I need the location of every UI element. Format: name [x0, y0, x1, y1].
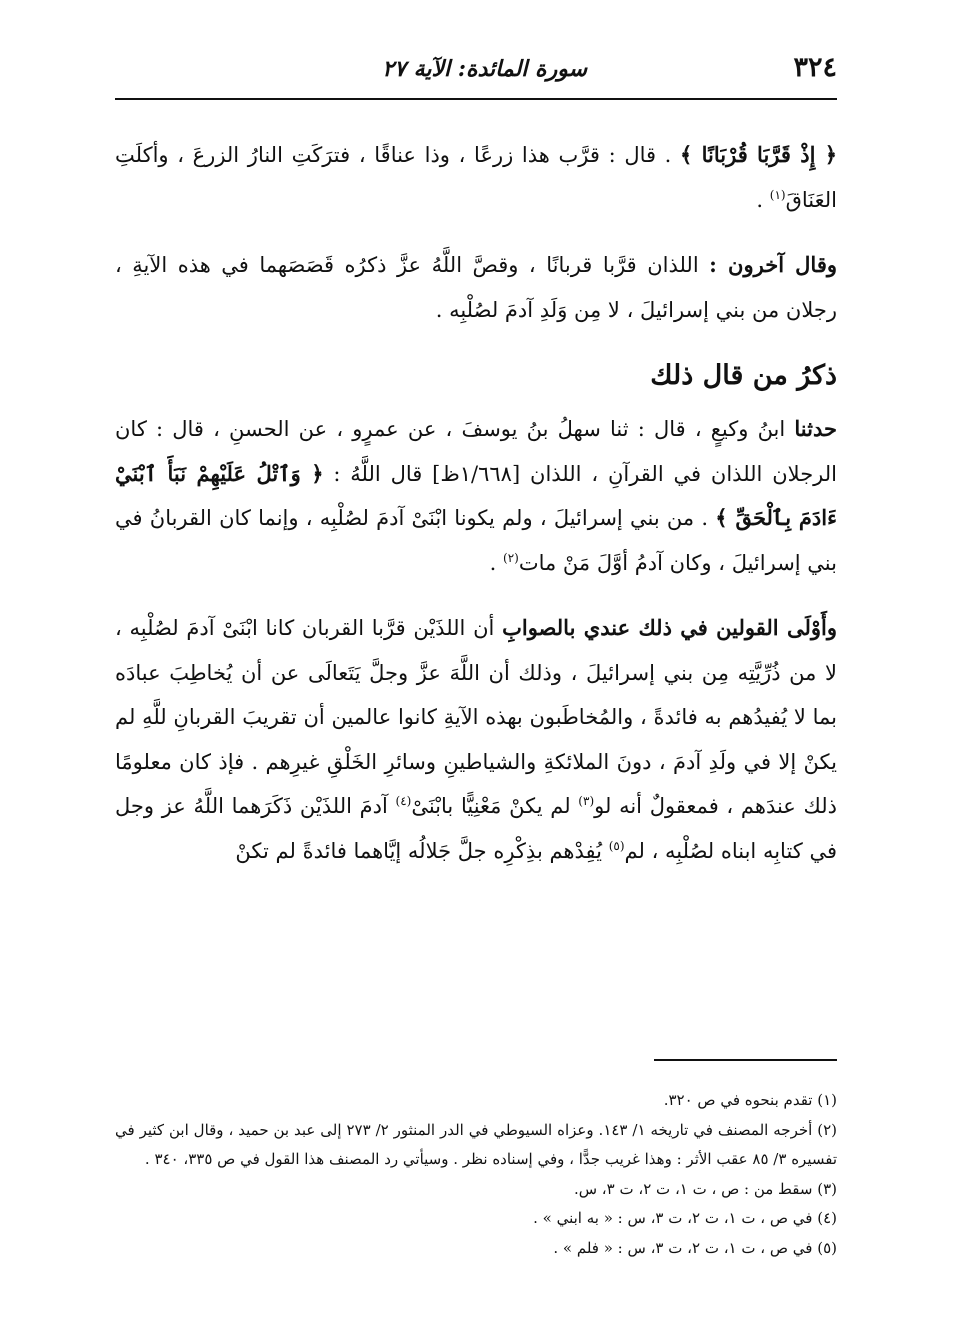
hadith-tail: . — [489, 550, 503, 575]
footnote-4: (٤) في ص ، ت ١، ت ٢، ت ٣، س : « به ابني » . — [533, 1209, 837, 1227]
conclusion-lead: وأَوْلَى القولين في ذلك عندي بالصوابِ — [502, 615, 837, 640]
footnote-ref-2: (٢) — [503, 550, 519, 565]
footnote-2: (٢) أخرجه المصنف في تاريخه ١/ ١٤٣. وعزاه السيوطي في الدر المنثور ٢/ ٢٧٣ إلى عبد بن حميد ، وقال ابن كثير في تفسيره ٣/ ٨٥ عقب الأثر : وهذا غريب جدًّا ، وفي إسناده نظر . وسيأتي رد المصنف هذا القول في ص ٣٣٥، ٣٤٠ . — [115, 1120, 837, 1168]
footnote-5: (٥) في ص ، ت ١، ت ٢، ت ٣، س : « فلم » . — [553, 1238, 837, 1257]
quran-verse: ﴿ إِذْ قَرَّبَا قُرْبَانًا ﴾ — [680, 142, 838, 167]
running-title: سورة المائدة: الآية ٢٧ — [382, 56, 587, 82]
paragraph-text: اللذان قرَّبا قربانًا ، وقصَّ اللَّهُ عزَّ ذكرُه قَصَصَهما في هذه الآيةِ ، رجلان من بني إسرائيلَ ، لا مِن وَلَدِ آدمَ لصُلْبِه . — [115, 253, 837, 322]
footnote-3: (٣) سقط من : ص ، ت ١، ت ٢، ت ٣، س. — [573, 1179, 837, 1198]
conclusion-text-1: أن اللذَيْن قرَّبا القربان كانا ابْنَىْ آدمَ لصُلْبِه ، لا من ذُرِّيَّتِه مِن بني إسرائيلَ ، وذلك أن اللَّهَ عزَّ وجلَّ يَتَعالَى عن أن يُخاطِبَ عبادَه بما لا يُفيدُهم به فائدةً ، والمُخاطَبون بهذه الآيةِ كانوا عالمين أن تقريبَ القربانِ للَّهِ لم يكنْ إلا في ولَدِ آدمَ ، دونَ الملائكةِ والشياطينِ وسائرِ الخَلْقِ غيرِهم . فإذ كان معلومًا ذلك عندَهم ، فمعقولٌ أنه لو — [115, 616, 837, 818]
footnotes — [115, 1086, 837, 1263]
hadith-paragraph — [115, 407, 837, 585]
quran-verse: ﴿ وَٱتْلُ عَلَيْهِمْ نَبَأَ ٱبْنَيْ ءَادَمَ بِٱلْحَقِّ ﴾ — [115, 460, 837, 530]
conclusion-text-4: يُفِدْهم بذِكْرِه جلَّ جَلالُه إيَّاهما فائدةً لم تكنْ — [235, 838, 609, 863]
footnote-ref-1: (١) — [769, 187, 786, 202]
page-number: ٣٢٤ — [793, 52, 837, 83]
footnote-ref-5: (٥) — [608, 838, 625, 853]
page-header — [115, 48, 837, 100]
header-divider — [115, 98, 837, 100]
hadith-lead: حدثنا — [794, 416, 837, 441]
footnote-divider — [654, 1059, 837, 1061]
paragraph-tail: . — [756, 187, 770, 212]
conclusion-text-2: لم يكنْ مَعْنِيًّا بابْنَىْ — [411, 794, 579, 818]
hadith-text-1: ابنُ وكيعٍ ، قال : ثنا سهلُ بنُ يوسفَ ، عن عمرٍو ، عن الحسنِ ، قال : كان الرجلان اللذان في القرآنِ ، اللذان [١/٦٦٨ظ] قال اللَّهُ : — [115, 417, 837, 486]
hadith-text-2: . من بني إسرائيلَ ، ولم يكونا ابْنَىْ آدمَ لصُلْبِه ، وإنما كان القربانُ في بني إسرائيلَ ، وكان آدمُ أوَّلَ مَنْ مات — [115, 506, 837, 575]
main-text — [115, 133, 837, 894]
footnote-ref-4: (٤) — [395, 794, 412, 808]
paragraph-1 — [115, 133, 837, 222]
conclusion-paragraph — [115, 606, 837, 873]
section-title: ذكرُ من قال ذلك — [650, 360, 837, 391]
footnote-1: (١) تقدم بنحوه في ص ٣٢٠. — [663, 1091, 837, 1109]
conclusion-text-3: آدمَ اللذَيْن ذَكَرَهما اللَّهُ عز وجل في كتابِه ابناه لصُلْبِه ، لم — [115, 794, 837, 863]
document-page — [115, 48, 837, 1298]
paragraph-2 — [115, 243, 837, 332]
paragraph-text: . قال : قرَّب هذا زرعًا ، وذا عناقًا ، فترَكَتِ النارُ الزرعَ ، وأكلَتِ العَنَاقَ — [115, 143, 837, 212]
paragraph-lead: وقال آخرون : — [709, 252, 837, 277]
footnote-ref-3: (٣) — [578, 794, 595, 808]
